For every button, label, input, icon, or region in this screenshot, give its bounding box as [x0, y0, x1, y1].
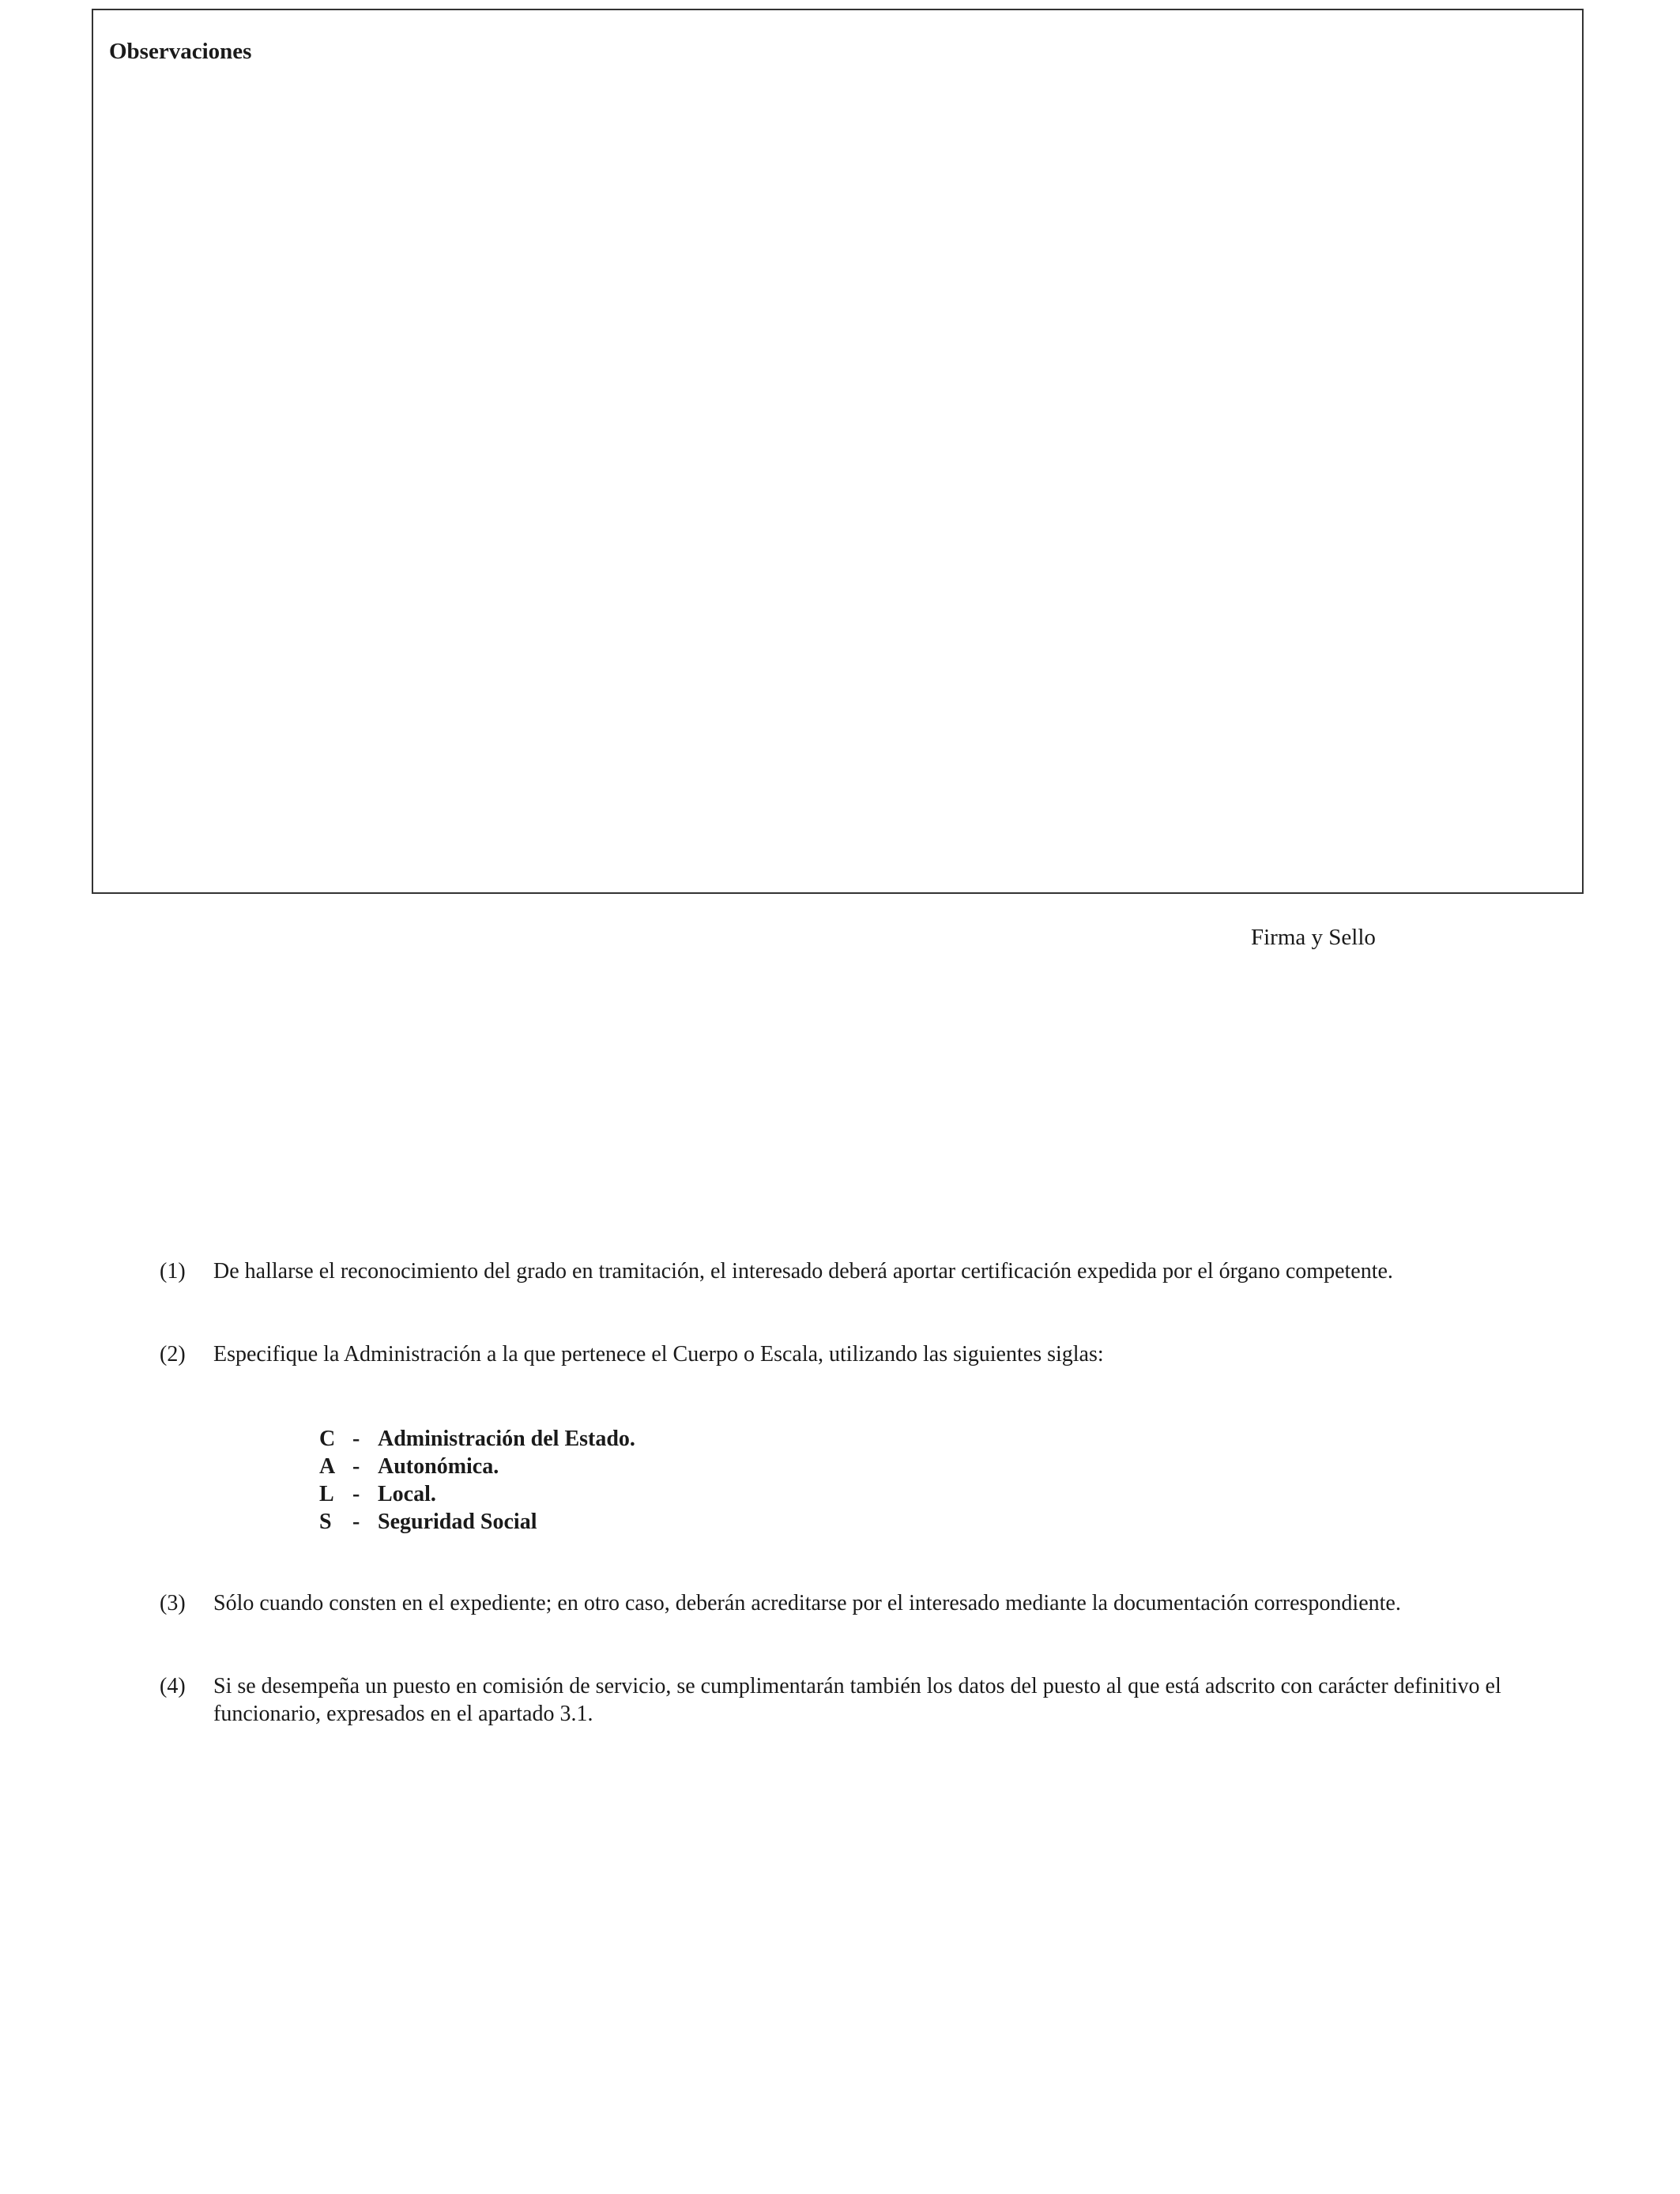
sigla-dash: - — [352, 1454, 360, 1479]
sigla-dash: - — [352, 1482, 360, 1506]
sigla-code: L — [319, 1482, 334, 1506]
observaciones-box — [92, 9, 1584, 894]
footnote-text: Si se desempeña un puesto en comisión de servicio, se cumplimentarán también los datos del puesto al que está adscrito con carácter definitivo el funcionario, expresados en el apartado 3.1. — [213, 1674, 1501, 1726]
footnote-number: (3) — [160, 1591, 186, 1615]
sigla-dash: - — [352, 1510, 360, 1534]
sigla-name: Autonómica. — [378, 1454, 499, 1479]
footnote-text: Sólo cuando consten en el expediente; en otro caso, deberán acreditarse por el interesado mediante la documentación correspondiente. — [213, 1591, 1401, 1615]
sigla-name: Local. — [378, 1482, 436, 1506]
footnote-number: (4) — [160, 1674, 186, 1698]
sigla-name: Seguridad Social — [378, 1510, 537, 1534]
sigla-dash: - — [352, 1427, 360, 1451]
footnote-text: Especifique la Administración a la que pertenece el Cuerpo o Escala, utilizando las siguientes siglas: — [213, 1342, 1104, 1367]
footnote-number: (1) — [160, 1259, 186, 1284]
sigla-code: S — [319, 1510, 332, 1534]
footnote-text: De hallarse el reconocimiento del grado en tramitación, el interesado deberá aportar certificación expedida por el órgano competente. — [213, 1259, 1393, 1284]
sigla-name: Administración del Estado. — [378, 1427, 635, 1451]
sigla-code: C — [319, 1427, 336, 1451]
observaciones-title: Observaciones — [109, 39, 252, 64]
sigla-code: A — [319, 1454, 336, 1479]
footnote-number: (2) — [160, 1342, 186, 1367]
firma-y-sello-label: Firma y Sello — [1251, 925, 1376, 950]
